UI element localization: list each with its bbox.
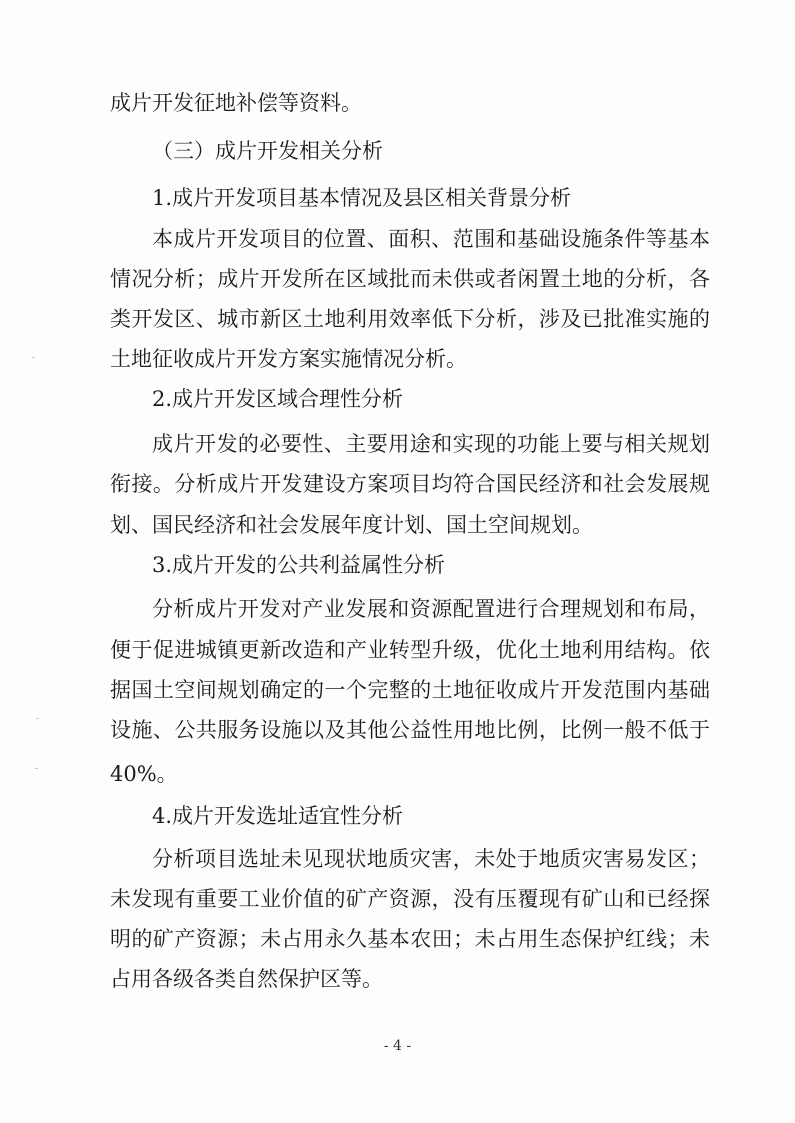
paragraph-line: 明的矿产资源；未占用永久基本农田；未占用生态保护红线；未 [110,927,710,951]
paragraph-line: 设施、公共服务设施以及其他公益性用地比例，比例一般不低于 [110,718,710,742]
page-number: - 4 - [383,1038,412,1054]
paragraph-line: 据国土空间规划确定的一个完整的土地征收成片开发范围内基础 [110,678,710,702]
scan-speck [32,357,35,358]
text-line: 成片开发征地补偿等资料。 [110,91,362,115]
paragraph-line: 衔接。分析成片开发建设方案项目均符合国民经济和社会发展规 [110,472,710,496]
paragraph-line: 本成片开发项目的位置、面积、范围和基础设施条件等基本 [152,227,710,251]
subsection-heading: 4.成片开发选址适宜性分析 [152,804,404,828]
paragraph-line: 情况分析；成片开发所在区域批而未供或者闲置土地的分析，各 [110,267,710,291]
subsection-heading: 3.成片开发的公共利益属性分析 [152,553,446,577]
paragraph-line: 土地征收成片开发方案实施情况分析。 [110,347,467,371]
paragraph-line: 40%。 [110,762,178,786]
paragraph-line: 成片开发的必要性、主要用途和实现的功能上要与相关规划 [152,432,710,456]
section-heading: （三）成片开发相关分析 [152,139,383,163]
paragraph-line: 占用各级各类自然保护区等。 [110,967,383,991]
paragraph-line: 便于促进城镇更新改造和产业转型升级，优化土地利用结构。依 [110,638,710,662]
paragraph-line: 未发现有重要工业价值的矿产资源，没有压覆现有矿山和已经探 [110,887,710,911]
paragraph-line: 类开发区、城市新区土地利用效率低下分析，涉及已批准实施的 [110,307,710,331]
paragraph-line: 分析成片开发对产业发展和资源配置进行合理规划和布局， [152,597,710,621]
scan-speck [36,718,39,719]
subsection-heading: 1.成片开发项目基本情况及县区相关背景分析 [152,186,572,210]
paragraph-line: 分析项目选址未见现状地质灾害，未处于地质灾害易发区； [152,847,710,871]
paragraph-line: 划、国民经济和社会发展年度计划、国土空间规划。 [110,513,593,537]
subsection-heading: 2.成片开发区域合理性分析 [152,387,404,411]
scan-speck [35,768,38,769]
